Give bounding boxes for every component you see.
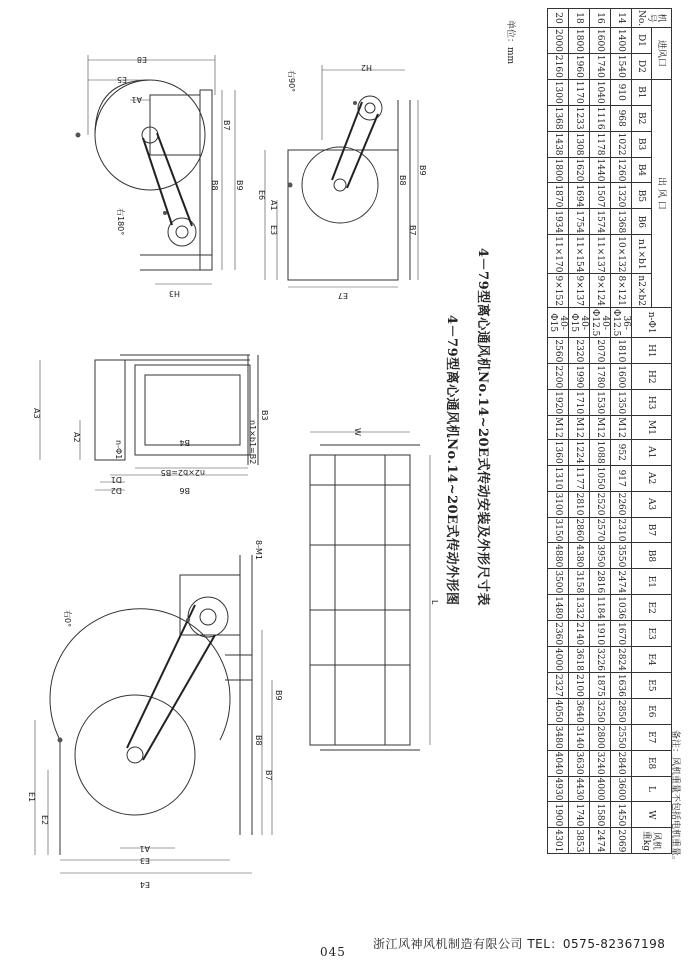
cell-b2: 1233 bbox=[569, 105, 590, 131]
cell-a1: 1360 bbox=[548, 439, 569, 465]
label-n2b2: n2×b2=B5 bbox=[160, 468, 205, 477]
cell-a1: 1224 bbox=[569, 439, 590, 465]
note-text: 备注：风机重量不包括电机重量。 bbox=[670, 730, 680, 866]
page-number: 045 bbox=[320, 945, 346, 959]
cell-h3: 1920 bbox=[548, 390, 569, 416]
cell-e4: 3226 bbox=[590, 647, 611, 673]
header-b7: B7 bbox=[632, 517, 672, 543]
cell-no: 16 bbox=[590, 9, 611, 28]
cell-b1: 910 bbox=[611, 79, 632, 105]
header-m1: M1 bbox=[632, 416, 672, 440]
company-footer: 浙江风神风机制造有限公司 TEL：0575-82367198 bbox=[373, 937, 666, 951]
cell-nphi: 40-Φ15 bbox=[548, 307, 569, 337]
cell-b5: 1320 bbox=[611, 183, 632, 209]
cell-h3: 1530 bbox=[590, 390, 611, 416]
cell-e6: 2850 bbox=[611, 698, 632, 724]
cell-a3: 3100 bbox=[548, 491, 569, 517]
cell-kg: 3853 bbox=[569, 828, 590, 854]
cell-h2: 1990 bbox=[569, 364, 590, 390]
cell-b4: 1440 bbox=[590, 157, 611, 183]
label-b3: B3 bbox=[260, 410, 269, 421]
cell-d1: 2000 bbox=[548, 28, 569, 54]
cell-b1: 1300 bbox=[548, 79, 569, 105]
cell-e3: 1910 bbox=[590, 621, 611, 647]
header-outlet: 出 风 口 bbox=[652, 79, 672, 307]
cell-d2: 1740 bbox=[590, 53, 611, 79]
cell-b3: 1308 bbox=[569, 131, 590, 157]
label-d2: D2 bbox=[110, 486, 122, 495]
cell-e6: 3640 bbox=[569, 698, 590, 724]
cell-d2: 1960 bbox=[569, 53, 590, 79]
cell-e2: 1184 bbox=[590, 595, 611, 621]
header-b2: B2 bbox=[632, 105, 652, 131]
label-e7: E7 bbox=[337, 291, 348, 300]
cell-e8: 3240 bbox=[590, 750, 611, 776]
cell-a3: 2810 bbox=[569, 491, 590, 517]
cell-h1: 1810 bbox=[611, 338, 632, 364]
cell-nphi: 40-Φ12.5 bbox=[590, 308, 610, 337]
label-right0: 右0° bbox=[63, 610, 72, 628]
header-a1: A1 bbox=[632, 439, 672, 465]
cell-m1: M12 bbox=[611, 416, 632, 440]
cell-e7: 2800 bbox=[590, 724, 611, 750]
header-e7: E7 bbox=[632, 724, 672, 750]
cell-e2: 1332 bbox=[569, 595, 590, 621]
cell-e3: 2360 bbox=[548, 621, 569, 647]
label-e1: E1 bbox=[27, 792, 36, 803]
cell-a3: 2260 bbox=[611, 491, 632, 517]
cell-b7: 2860 bbox=[569, 517, 590, 543]
label-a3: A3 bbox=[32, 408, 41, 419]
cell-a2: 1177 bbox=[569, 465, 590, 491]
cell-a3: 2520 bbox=[590, 491, 611, 517]
label-nphi: n-Φ1 bbox=[114, 440, 123, 460]
cell-d1: 1800 bbox=[569, 28, 590, 54]
cell-l: 3600 bbox=[611, 776, 632, 802]
cell-a2: 917 bbox=[611, 465, 632, 491]
label-b8-r: B8 bbox=[398, 175, 407, 186]
header-b4: B4 bbox=[632, 157, 652, 183]
header-e4: E4 bbox=[632, 647, 672, 673]
dimension-table bbox=[547, 8, 672, 854]
header-inlet: 进风口 bbox=[652, 28, 672, 80]
cell-b1: 1040 bbox=[590, 79, 611, 105]
cell-b3: 1438 bbox=[548, 131, 569, 157]
cell-e5: 1636 bbox=[611, 672, 632, 698]
cell-e7: 3480 bbox=[548, 724, 569, 750]
cell-b7: 3150 bbox=[548, 517, 569, 543]
header-a2: A2 bbox=[632, 465, 672, 491]
view-right-90 bbox=[257, 63, 427, 300]
label-d1: D1 bbox=[110, 475, 122, 484]
cell-b5: 1694 bbox=[569, 183, 590, 209]
view-base-frame bbox=[310, 428, 439, 750]
cell-e1: 2474 bbox=[611, 569, 632, 595]
label-right180: 右180° bbox=[116, 208, 125, 236]
header-e5: E5 bbox=[632, 672, 672, 698]
label-b7-r: B7 bbox=[408, 225, 417, 236]
cell-n1b1: 11×154 bbox=[569, 235, 590, 274]
cell-no: 14 bbox=[611, 9, 632, 28]
cell-kg: 2474 bbox=[590, 828, 611, 854]
cell-n1b1: 10×132 bbox=[611, 235, 632, 274]
cell-d2: 2160 bbox=[548, 53, 569, 79]
cell-l: 4430 bbox=[569, 776, 590, 802]
cell-b1: 1170 bbox=[569, 79, 590, 105]
label-e5: E5 bbox=[116, 75, 127, 84]
header-w: W bbox=[632, 802, 672, 828]
cell-b4: 1800 bbox=[548, 157, 569, 183]
label-e3-r: E3 bbox=[269, 225, 278, 236]
table-header-row-1 bbox=[652, 9, 672, 854]
cell-b6: 1368 bbox=[611, 209, 632, 235]
cell-e7: 2550 bbox=[611, 724, 632, 750]
cell-b5: 1870 bbox=[548, 183, 569, 209]
header-h1: H1 bbox=[632, 338, 672, 364]
cell-n2b2: 9×152 bbox=[548, 274, 569, 308]
cell-e5: 2100 bbox=[569, 672, 590, 698]
cell-b5: 1507 bbox=[590, 183, 611, 209]
cell-b2: 1368 bbox=[548, 105, 569, 131]
cell-e4: 3618 bbox=[569, 647, 590, 673]
cell-e8: 3630 bbox=[569, 750, 590, 776]
cell-b8: 3550 bbox=[611, 543, 632, 569]
cell-e6: 3250 bbox=[590, 698, 611, 724]
cell-e8: 2840 bbox=[611, 750, 632, 776]
cell-e1: 3158 bbox=[569, 569, 590, 595]
label-e2: E2 bbox=[40, 815, 49, 826]
header-b5: B5 bbox=[632, 183, 652, 209]
cell-n2b2: 9×137 bbox=[569, 274, 590, 308]
cell-a2: 1050 bbox=[590, 465, 611, 491]
cell-kg: 4301 bbox=[548, 828, 569, 854]
header-b3: B3 bbox=[632, 131, 652, 157]
cell-e2: 1480 bbox=[548, 595, 569, 621]
cell-nphi: 40-Φ15 bbox=[569, 307, 590, 337]
header-d1: D1 bbox=[632, 28, 652, 54]
label-a1: A1 bbox=[131, 95, 142, 104]
cell-b8: 3950 bbox=[590, 543, 611, 569]
header-e2: E2 bbox=[632, 595, 672, 621]
cell-e7: 3140 bbox=[569, 724, 590, 750]
header-e8: E8 bbox=[632, 750, 672, 776]
label-a1-r: A1 bbox=[269, 200, 278, 211]
cell-a1: 1088 bbox=[590, 439, 611, 465]
label-a2: A2 bbox=[72, 432, 81, 443]
cell-h3: 1350 bbox=[611, 390, 632, 416]
cell-w: 1450 bbox=[611, 802, 632, 828]
drawing-title: 4－79型离心通风机No.14~20E式传动外形图 bbox=[444, 315, 459, 606]
header-e6: E6 bbox=[632, 698, 672, 724]
header-b6: B6 bbox=[632, 209, 652, 235]
cell-nphi: 36-Φ12.5 bbox=[611, 308, 631, 337]
cell-n2b2: 9×124 bbox=[590, 274, 611, 308]
header-b8: B8 bbox=[632, 543, 672, 569]
cell-m1: M12 bbox=[548, 416, 569, 440]
cell-b7: 2310 bbox=[611, 517, 632, 543]
header-weight: 风机重kg bbox=[632, 828, 672, 854]
table-row bbox=[548, 9, 569, 854]
label-a1-b: A1 bbox=[139, 844, 150, 853]
label-h2: H2 bbox=[360, 63, 372, 72]
cell-m1: M12 bbox=[569, 416, 590, 440]
cell-e4: 2824 bbox=[611, 647, 632, 673]
cell-b3: 1178 bbox=[590, 131, 611, 157]
label-l: L bbox=[430, 600, 439, 605]
cell-n2b2: 8×121 bbox=[611, 274, 632, 308]
label-b8: B8 bbox=[210, 180, 219, 191]
cell-e5: 2327 bbox=[548, 672, 569, 698]
label-b9: B9 bbox=[235, 180, 244, 191]
cell-e5: 1875 bbox=[590, 672, 611, 698]
cell-h2: 1600 bbox=[611, 364, 632, 390]
label-h3: H3 bbox=[168, 289, 180, 298]
header-l: L bbox=[632, 776, 672, 802]
cell-b7: 2570 bbox=[590, 517, 611, 543]
label-n1b1: n1×b1=B2 bbox=[248, 420, 257, 465]
view-right-180 bbox=[76, 55, 245, 298]
label-w: W bbox=[353, 428, 362, 436]
cell-b6: 1754 bbox=[569, 209, 590, 235]
cell-h1: 2560 bbox=[548, 338, 569, 364]
view-right-0 bbox=[27, 540, 283, 889]
cell-n1b1: 11×137 bbox=[590, 235, 611, 274]
label-right90: 右90° bbox=[287, 70, 296, 93]
cell-h2: 1780 bbox=[590, 364, 611, 390]
label-e3: E3 bbox=[139, 856, 150, 865]
table-body bbox=[548, 9, 632, 854]
cell-no: 18 bbox=[569, 9, 590, 28]
header-n1b1: n1×b1 bbox=[632, 235, 652, 274]
cell-w: 1900 bbox=[548, 802, 569, 828]
cell-e2: 1036 bbox=[611, 595, 632, 621]
cell-b6: 1574 bbox=[590, 209, 611, 235]
header-e3: E3 bbox=[632, 621, 672, 647]
cell-h1: 2070 bbox=[590, 338, 611, 364]
cell-b8: 4380 bbox=[569, 543, 590, 569]
header-h3: H3 bbox=[632, 390, 672, 416]
label-8m1: 8-M1 bbox=[254, 540, 263, 560]
header-nphi: n-Φ1 bbox=[632, 307, 672, 337]
header-n2b2: n2×b2 bbox=[632, 274, 652, 308]
header-e1: E1 bbox=[632, 569, 672, 595]
cell-a2: 1310 bbox=[548, 465, 569, 491]
label-b7-b: B7 bbox=[264, 770, 273, 781]
cell-d1: 1600 bbox=[590, 28, 611, 54]
cell-e1: 2816 bbox=[590, 569, 611, 595]
cell-b4: 1620 bbox=[569, 157, 590, 183]
cell-e3: 2140 bbox=[569, 621, 590, 647]
label-b7: B7 bbox=[222, 120, 231, 131]
cell-h1: 2320 bbox=[569, 338, 590, 364]
cell-b8: 4880 bbox=[548, 543, 569, 569]
label-e4: E4 bbox=[139, 880, 150, 889]
cell-a1: 952 bbox=[611, 439, 632, 465]
view-outlet-flange bbox=[32, 355, 269, 495]
cell-b6: 1934 bbox=[548, 209, 569, 235]
cell-n1b1: 11×170 bbox=[548, 235, 569, 274]
spec-table bbox=[547, 8, 672, 854]
cell-b2: 1116 bbox=[590, 105, 611, 131]
cell-h2: 2200 bbox=[548, 364, 569, 390]
cell-b2: 968 bbox=[611, 105, 632, 131]
cell-m1: M12 bbox=[590, 416, 611, 440]
header-machine-no: 机号 No. bbox=[632, 9, 672, 28]
label-e6: E6 bbox=[257, 190, 266, 201]
header-a3: A3 bbox=[632, 491, 672, 517]
table-row bbox=[569, 9, 590, 854]
unit-label: 单位：mm bbox=[505, 20, 515, 65]
cell-e4: 4000 bbox=[548, 647, 569, 673]
cell-b3: 1022 bbox=[611, 131, 632, 157]
cell-kg: 2069 bbox=[611, 828, 632, 854]
label-b9-r: B9 bbox=[418, 165, 427, 176]
cell-d1: 1400 bbox=[611, 28, 632, 54]
cell-no: 20 bbox=[548, 9, 569, 28]
cell-w: 1740 bbox=[569, 802, 590, 828]
cell-e6: 4050 bbox=[548, 698, 569, 724]
label-b4: B4 bbox=[179, 438, 190, 447]
header-b1: B1 bbox=[632, 79, 652, 105]
table-row bbox=[590, 9, 611, 854]
cell-w: 1580 bbox=[590, 802, 611, 828]
cell-e8: 4040 bbox=[548, 750, 569, 776]
cell-l: 4000 bbox=[590, 776, 611, 802]
label-b9-b: B9 bbox=[274, 690, 283, 701]
cell-e1: 3500 bbox=[548, 569, 569, 595]
label-b8-b: B8 bbox=[254, 735, 263, 746]
cell-d2: 1540 bbox=[611, 53, 632, 79]
cell-h3: 1710 bbox=[569, 390, 590, 416]
table-title: 4－79型离心通风机No.14~20E式传动安装及外形尺寸表 bbox=[475, 248, 490, 606]
cell-l: 4930 bbox=[548, 776, 569, 802]
cell-e3: 1670 bbox=[611, 621, 632, 647]
table-row bbox=[611, 9, 632, 854]
label-b6: B6 bbox=[179, 486, 190, 495]
header-d2: D2 bbox=[632, 53, 652, 79]
header-h2: H2 bbox=[632, 364, 672, 390]
label-e8: E8 bbox=[136, 55, 147, 64]
cell-b4: 1260 bbox=[611, 157, 632, 183]
